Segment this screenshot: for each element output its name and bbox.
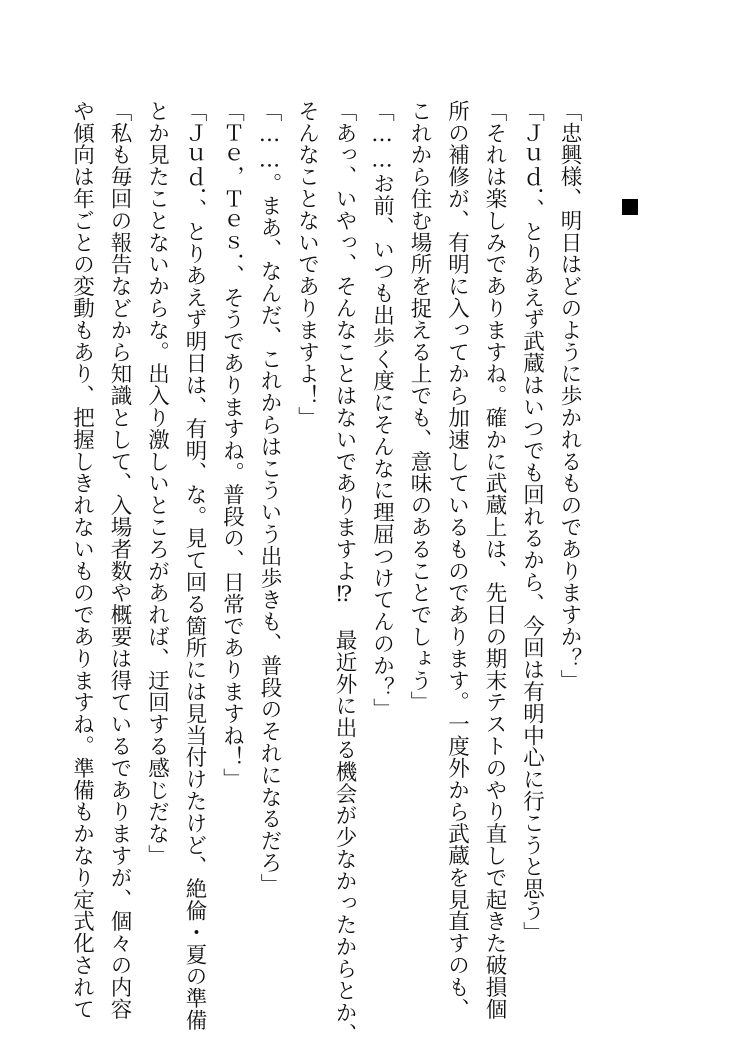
text-line: とか見たことないからな。出入り激しいところがあれば、迂回する感じだな」: [144, 100, 170, 867]
text-line: 「Ｊｕｄ．、とりあえず武蔵はいつでも回れるから、今回は有明中心に行こうと思う」: [519, 100, 545, 944]
text-line: 「Ｊｕｄ．、とりあえず明日は、有明、な。見て回る箇所には見当付けたけど、絶倫・夏の準備: [182, 100, 207, 1031]
section-marker: [622, 199, 638, 215]
text-line: 「あっ、いやっ、そんなことはないでありますよ⁉ 最近外に出る機会が少なかったからとか、: [332, 100, 357, 1045]
text-line: や傾向は年ごとの変動もあり、把握しきれないものでありますね。準備もかなり定式化されて: [69, 100, 95, 1020]
text-line: 「Ｔｅ，Ｔｅｓ．、そうでありますね。普段の、日常でありますね！」: [219, 100, 245, 791]
text-line: これから住む場所を捉える上でも、意味のあることでしょう」: [407, 100, 432, 714]
text-line: 所の補修が、有明に入ってから加速しているものであります。一度外から武蔵を見直すのも、: [444, 100, 470, 1020]
text-line: そんなことないでありますよ！」: [294, 100, 320, 429]
text-line: 「……。まあ、なんだ、これからはこういう出歩きも、普段のそれになるだろ」: [257, 100, 282, 896]
text-line: 「私も毎回の報告などから知識として、入場者数や概要は得ているでありますが、個々の内容: [107, 100, 132, 1020]
text-line: 「忠興様、明日はどのように歩かれるものでありますか？」: [557, 100, 582, 692]
text-line: 「……お前、いつも出歩く度にそんなに理屈つけてんのか？」: [369, 100, 395, 721]
text-line: 「それは楽しみでありますね。確かに武蔵上は、先日の期末テストのやり直しで起きた破損個: [482, 100, 507, 1020]
vertical-text-body: [69, 100, 588, 1045]
